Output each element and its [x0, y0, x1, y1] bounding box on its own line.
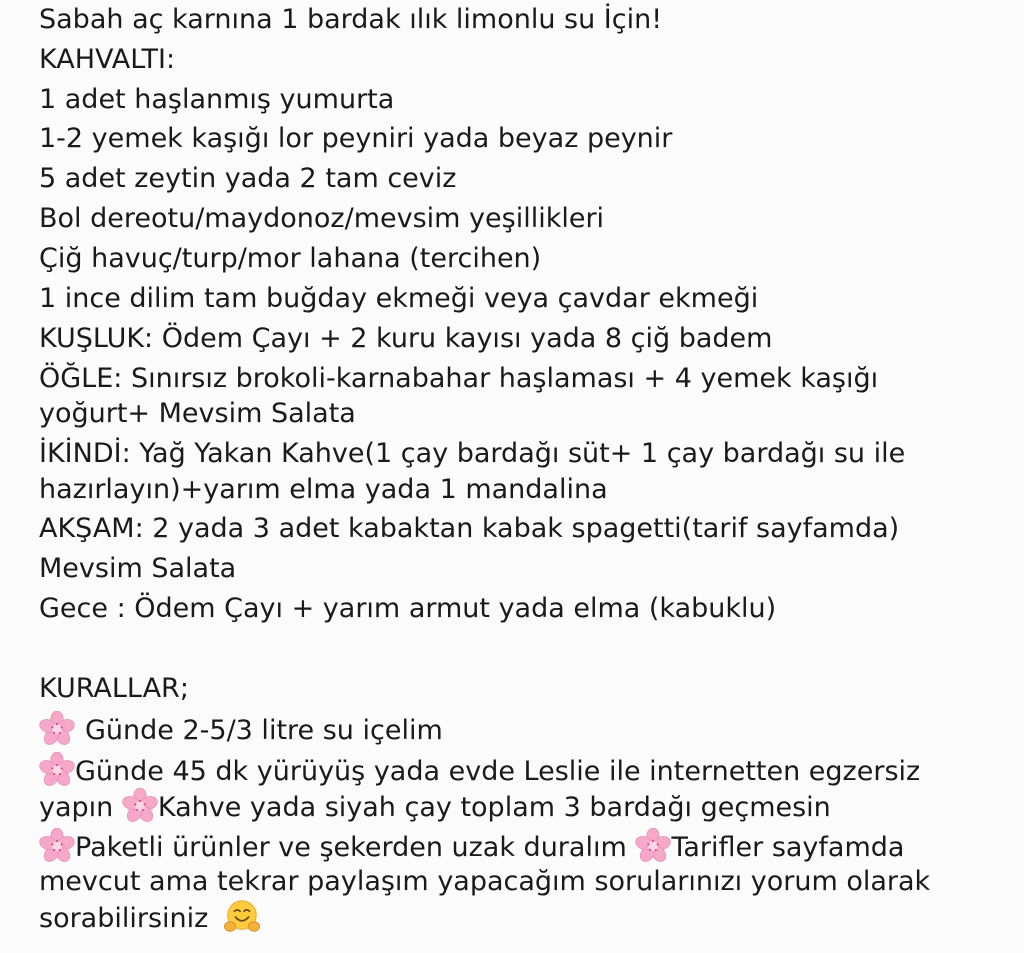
intro-line: Sabah aç karnına 1 bardak ılık limonlu su İçin! [39, 4, 663, 35]
night-line: Gece : Ödem Çayı + yarım armut yada elma (kabuklu) [39, 593, 777, 624]
lunch-line: ÖĞLE: Sınırsız brokoli-karnabahar haşlaması + 4 yemek kaşığı [39, 363, 879, 394]
rule-exercise-text: Günde 45 dk yürüyüş yada evde Leslie ile internetten egzersiz [75, 756, 921, 787]
rule-recipes-closing-text: sorabilirsiniz [39, 903, 217, 934]
rule-packaged-food-text: Paketli ürünler ve şekerden uzak duralım [75, 832, 636, 863]
afternoon-line-continued: hazırlayın)+yarım elma yada 1 mandalina [39, 474, 608, 505]
breakfast-item-olives: 5 adet zeytin yada 2 tam ceviz [39, 163, 457, 194]
rule-recipes-continued: mevcut ama tekrar paylaşım yapacağım sorularınızı yorum olarak [39, 866, 931, 897]
hugging-face-icon [223, 898, 261, 936]
rules-heading: KURALLAR; [39, 673, 189, 704]
dinner-line: AKŞAM: 2 yada 3 adet kabaktan kabak spagetti(tarif sayfamda) [39, 513, 900, 544]
cherry-blossom-icon [39, 752, 75, 788]
cherry-blossom-icon [635, 828, 671, 864]
rule-exercise-continued [39, 788, 831, 826]
breakfast-heading: KAHVALTI: [39, 44, 176, 75]
breakfast-item-greens: Bol dereotu/maydonoz/mevsim yeşillikleri [39, 203, 605, 234]
rule-water-text: Günde 2-5/3 litre su içelim [85, 715, 443, 746]
lunch-line-continued: yoğurt+ Mevsim Salata [39, 398, 356, 429]
cherry-blossom-icon [122, 788, 158, 824]
rule-exercise [39, 752, 920, 790]
rule-coffee-text: Kahve yada siyah çay toplam 3 bardağı geçmesin [157, 792, 831, 823]
afternoon-line: İKİNDİ: Yağ Yakan Kahve(1 çay bardağı süt+ 1 çay bardağı su ile [39, 438, 906, 469]
breakfast-item-cheese: 1-2 yemek kaşığı lor peyniri yada beyaz peynir [39, 123, 673, 154]
breakfast-item-bread: 1 ince dilim tam buğday ekmeği veya çavdar ekmeği [39, 283, 759, 314]
snack-line: KUŞLUK: Ödem Çayı + 2 kuru kayısı yada 8 çiğ badem [39, 323, 773, 354]
rule-recipes-text: Tarifler sayfamda [671, 832, 905, 863]
breakfast-item-vegetables: Çiğ havuç/turp/mor lahana (tercihen) [39, 243, 542, 274]
breakfast-item-egg: 1 adet haşlanmış yumurta [39, 84, 395, 115]
rule-packaged-food [39, 828, 904, 866]
rule-water [39, 711, 443, 749]
rule-exercise-text-continued: yapın [39, 792, 122, 823]
cherry-blossom-icon [39, 711, 75, 747]
dinner-line-continued: Mevsim Salata [39, 553, 237, 584]
cherry-blossom-icon [39, 828, 75, 864]
rule-recipes-closing [39, 898, 261, 937]
